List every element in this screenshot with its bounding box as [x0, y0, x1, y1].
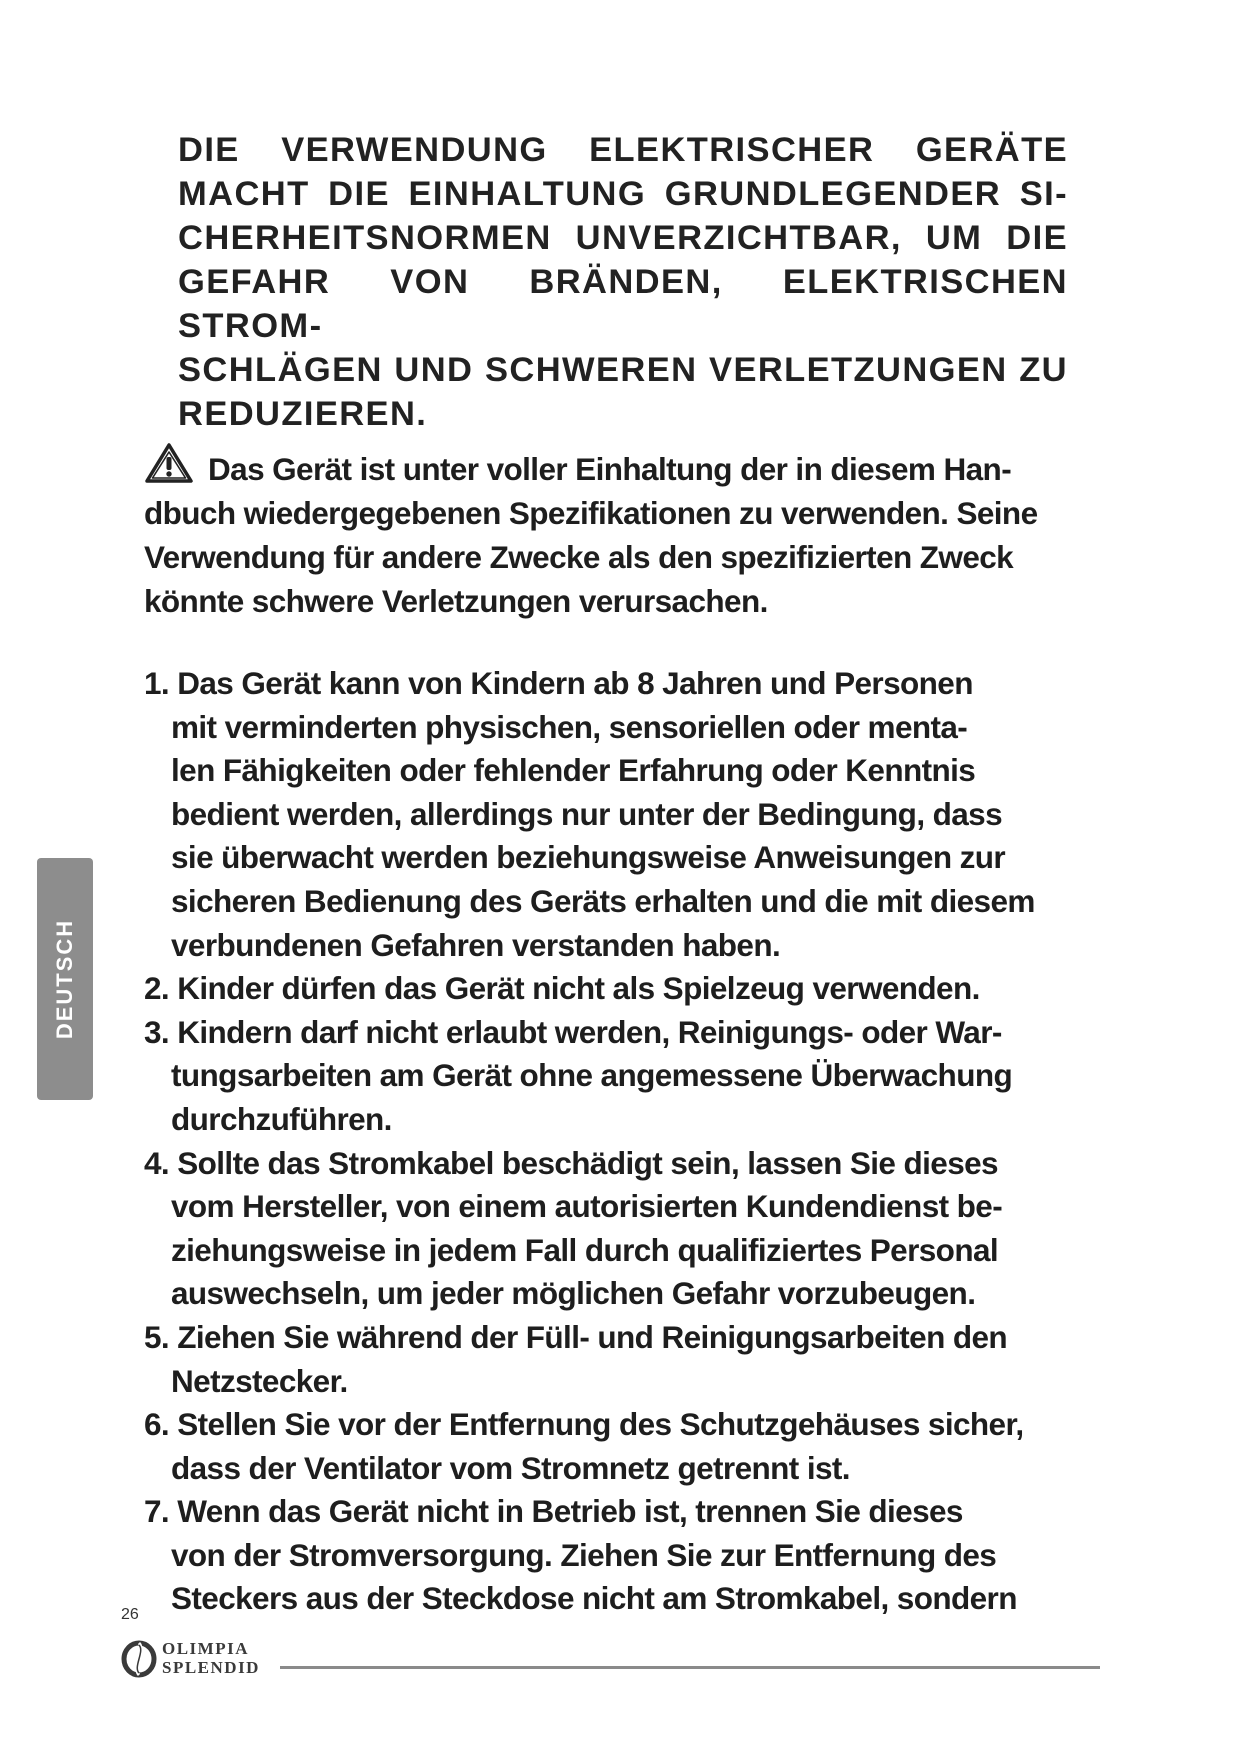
headline-line: CHERHEITSNORMEN UNVERZICHTBAR, UM DIE: [178, 219, 1068, 257]
list-item-line: ziehungsweise in jedem Fall durch qualifiziertes Personal: [171, 1231, 999, 1268]
headline-line: SCHLÄGEN UND SCHWEREN VERLETZUNGEN ZU: [178, 351, 1068, 389]
brand-logo: [120, 1636, 276, 1682]
list-item-line: 7. Wenn das Gerät nicht in Betrieb ist, trennen Sie dieses: [144, 1493, 963, 1530]
list-item-line: von der Stromversorgung. Ziehen Sie zur Entfernung des: [171, 1536, 997, 1573]
list-item-line: bedient werden, allerdings nur unter der Bedingung, dass: [171, 795, 1003, 832]
list-item: [144, 1403, 1104, 1490]
footer-divider: [280, 1666, 1100, 1669]
page-number: 26: [121, 1606, 139, 1623]
warning-text: Das Gerät ist unter voller Einhaltung der in diesem Han-: [208, 451, 1012, 487]
safety-instructions-list: [144, 662, 1104, 1621]
warning-line: dbuch wiedergegebenen Spezifikationen zu verwenden. Seine: [144, 495, 1038, 531]
list-item-line: 3. Kindern darf nicht erlaubt werden, Reinigungs- oder War-: [144, 1013, 1002, 1050]
list-item-line: Steckers aus der Steckdose nicht am Stromkabel, sondern: [171, 1580, 1017, 1617]
list-item: [144, 1011, 1104, 1142]
list-item-line: dass der Ventilator vom Stromnetz getrennt ist.: [171, 1449, 850, 1486]
list-item-line: auswechseln, um jeder möglichen Gefahr vorzubeugen.: [171, 1275, 976, 1312]
headline-line: REDUZIEREN.: [178, 395, 428, 433]
list-item-line: durchzuführen.: [171, 1100, 392, 1137]
language-side-tab-label: DEUTSCH: [52, 918, 77, 1040]
headline-line: GEFAHR VON BRÄNDEN, ELEKTRISCHEN STROM-: [178, 263, 1068, 345]
list-item-line: len Fähigkeiten oder fehlender Erfahrung oder Kenntnis: [171, 752, 976, 789]
language-side-tab: [37, 858, 93, 1100]
warning-line: könnte schwere Verletzungen verursachen.: [144, 583, 768, 619]
list-item-line: 2. Kinder dürfen das Gerät nicht als Spielzeug verwenden.: [144, 970, 980, 1007]
list-item-line: mit verminderten physischen, sensoriellen oder menta-: [171, 708, 968, 745]
list-item-line: sie überwacht werden beziehungsweise Anweisungen zur: [171, 839, 1006, 876]
headline-line: DIE VERWENDUNG ELEKTRISCHER GERÄTE: [178, 131, 1068, 169]
brand-name-line2: SPLENDID: [162, 1658, 260, 1677]
warning-line: Verwendung für andere Zwecke als den spezifizierten Zweck: [144, 539, 1014, 575]
list-item-line: 6. Stellen Sie vor der Entfernung des Schutzgehäuses sicher,: [144, 1406, 1024, 1443]
list-item-line: verbundenen Gefahren verstanden haben.: [171, 926, 781, 963]
list-item-line: Netzstecker.: [171, 1362, 348, 1399]
list-item-line: vom Hersteller, von einem autorisierten Kundendienst be-: [171, 1188, 1003, 1225]
list-item: [144, 662, 1104, 967]
headline-line: MACHT DIE EINHALTUNG GRUNDLEGENDER SI-: [178, 175, 1068, 213]
warning-line-first: [144, 442, 1094, 491]
list-item: [144, 1142, 1104, 1316]
warning-triangle-icon: [144, 442, 194, 484]
olimpia-splendid-logo-icon: [120, 1640, 158, 1678]
safety-headline: [178, 128, 1068, 436]
brand-name-line1: OLIMPIA: [162, 1639, 249, 1658]
list-item: [144, 967, 1104, 1011]
list-item: [144, 1490, 1104, 1621]
list-item-line: 5. Ziehen Sie während der Füll- und Reinigungsarbeiten den: [144, 1318, 1008, 1355]
list-item-line: 1. Das Gerät kann von Kindern ab 8 Jahren und Personen: [144, 665, 973, 701]
list-item-line: sicheren Bedienung des Geräts erhalten und die mit diesem: [171, 882, 1035, 919]
warning-paragraph: [144, 442, 1094, 623]
list-item: [144, 1316, 1104, 1403]
list-item-line: tungsarbeiten am Gerät ohne angemessene Überwachung: [171, 1057, 1013, 1094]
list-item-line: 4. Sollte das Stromkabel beschädigt sein, lassen Sie dieses: [144, 1144, 998, 1181]
